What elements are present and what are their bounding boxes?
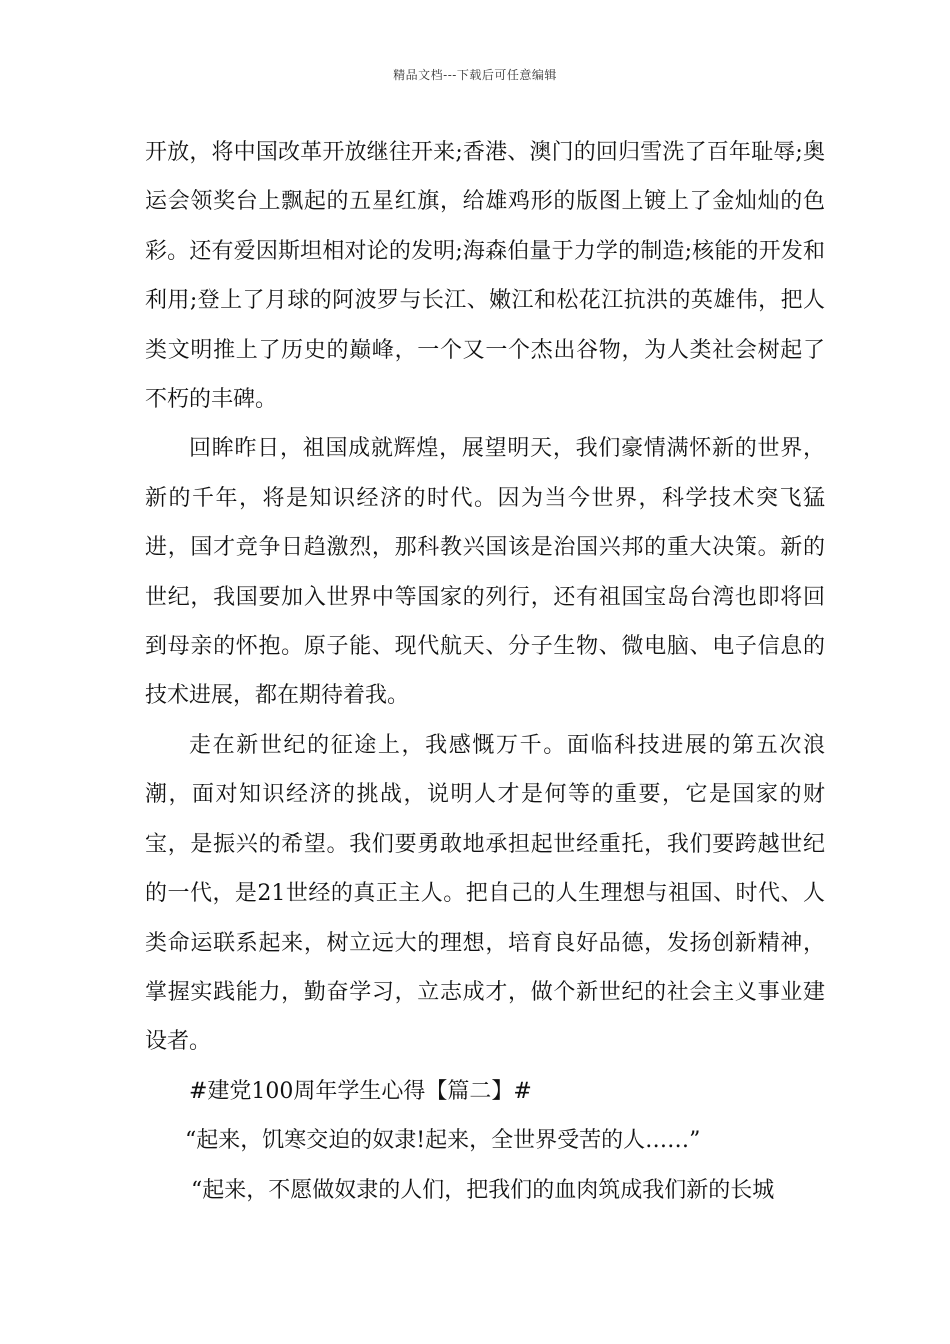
document-body: [145, 128, 825, 1215]
paragraph-1: 开放，将中国改革开放继往开来;香港、澳门的回归雪洗了百年耻辱;奥运会领奖台上飘起的五星红旗，给雄鸡形的版图上镀上了金灿灿的色彩。还有爱因斯坦相对论的发明;海森伯量于力学的制造;核能的开发和利用;登上了月球的阿波罗与长江、嫩江和松花江抗洪的英雄伟，把人类文明推上了历史的巅峰，一个又一个杰出谷物，为人类社会树起了不朽的丰碑。: [145, 140, 825, 413]
section-heading: #建党100周年学生心得【篇二】#: [189, 1078, 532, 1104]
page-header: 精品文档---下载后可任意编辑: [393, 68, 557, 82]
paragraph-2: 回眸昨日，祖国成就辉煌，展望明天，我们豪情满怀新的世界，新的千年，将是知识经济的时代。因为当今世界，科学技术突飞猛进，国才竞争日趋激烈，那科教兴国该是治国兴邦的重大决策。新的世纪，我国要加入世界中等国家的列行，还有祖国宝岛台湾也即将回到母亲的怀抱。原子能、现代航天、分子生物、微电脑、电子信息的技术进展，都在期待着我。: [145, 436, 825, 709]
quote-line-1: “起来，饥寒交迫的奴隶!起来，全世界受苦的人……”: [185, 1128, 701, 1154]
quote-line-2: “起来，不愿做奴隶的人们，把我们的血肉筑成我们新的长城: [191, 1177, 775, 1203]
paragraph-3: 走在新世纪的征途上，我感慨万千。面临科技进展的第五次浪潮，面对知识经济的挑战，说明人才是何等的重要，它是国家的财宝，是振兴的希望。我们要勇敢地承担起世经重托，我们要跨越世纪的一代，是21世经的真正主人。把自己的人生理想与祖国、时代、人类命运联系起来，树立远大的理想，培育良好品德，发扬创新精神，掌握实践能力，勤奋学习，立志成才，做个新世纪的社会主义事业建设者。: [145, 732, 825, 1055]
